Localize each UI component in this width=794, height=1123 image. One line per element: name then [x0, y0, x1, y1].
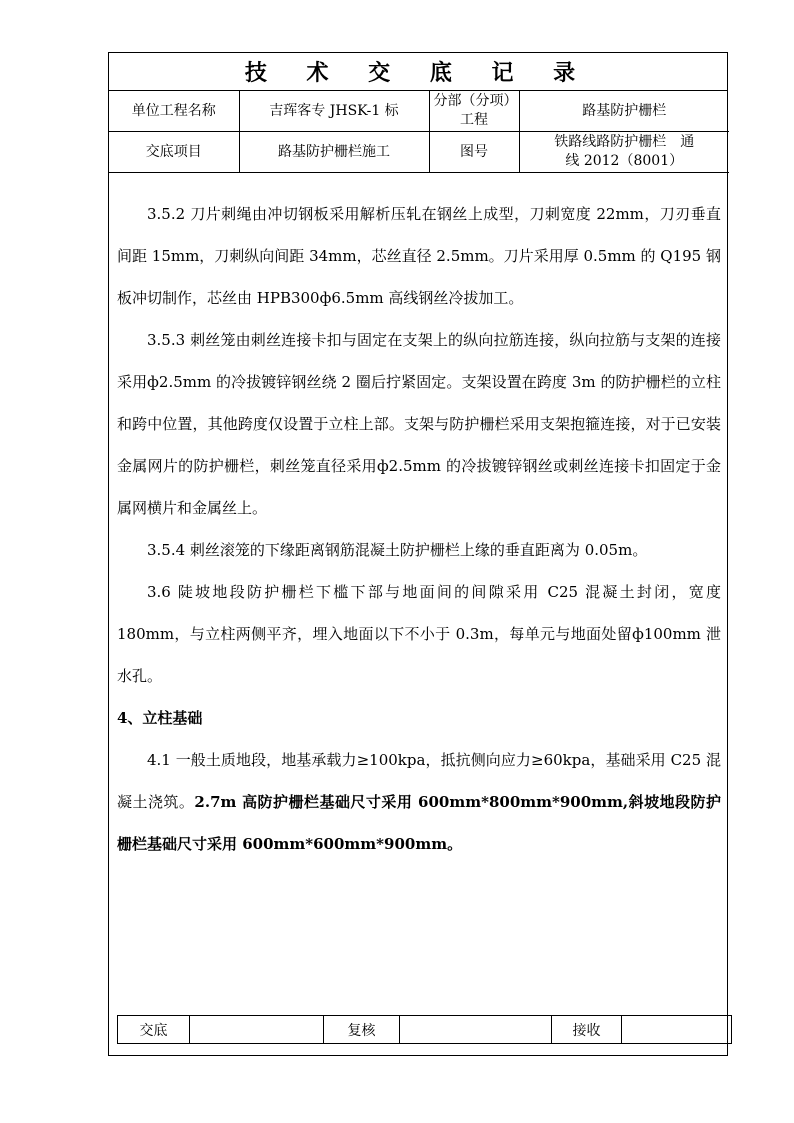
drawing-value-line2: 线 2012（8001）: [565, 153, 684, 169]
sign-fuhe-field[interactable]: [400, 1016, 552, 1044]
part-label-line2: 工程: [460, 112, 488, 128]
part-label-line1: 分部（分项）: [433, 93, 518, 109]
paragraph-3-5-4: 3.5.4 刺丝滚笼的下缘距离钢筋混凝土防护栅栏上缘的垂直距离为 0.05m。: [147, 541, 648, 559]
section-heading-4: 4、立柱基础: [117, 709, 203, 727]
paragraph-3-5-2: 3.5.2 刀片刺绳由冲切钢板采用解析压轧在钢丝上成型，刀刺宽度 22mm，刀刃垂直间距 15mm，刀刺纵向间距 34mm，芯丝直径 2.5mm。刀片采用厚 0.5mm 的 Q195 钢板冲切制作，芯丝由 HPB300ф6.5mm 高线钢丝冷拔加工。: [117, 205, 721, 307]
sign-jiaodi-label: 交底: [118, 1016, 190, 1044]
part-value: 路基防护栅栏: [519, 91, 729, 132]
drawing-value: [519, 132, 729, 173]
sign-fuhe-label: 复核: [324, 1016, 400, 1044]
unit-name-label: 单位工程名称: [109, 91, 239, 132]
paragraph-4-1-normal: 4.1 一般土质地段，地基承载力≥100kpa，抵抗侧向应力≥60kpa，基础采用 C25 混凝土浇筑。: [117, 751, 721, 811]
disclosure-content: [117, 193, 721, 865]
paragraph-4-1-bold: 2.7m 高防护栅栏基础尺寸采用 600mm*800mm*900mm,斜坡地段防护栅栏基础尺寸采用 600mm*600mm*900mm。: [117, 793, 721, 853]
drawing-value-line1: 铁路线路防护栅栏 通: [554, 134, 695, 150]
unit-name-value: 吉珲客专 JHSK-1 标: [239, 91, 429, 132]
sign-jiaodi-field[interactable]: [190, 1016, 324, 1044]
paragraph-3-6: 3.6 陡坡地段防护栅栏下槛下部与地面间的间隙采用 C25 混凝土封闭，宽度 180mm，与立柱两侧平齐，埋入地面以下不小于 0.3m，每单元与地面处留ф100mm 泄水孔。: [117, 583, 721, 685]
paragraph-3-5-3: 3.5.3 刺丝笼由刺丝连接卡扣与固定在支架上的纵向拉筋连接，纵向拉筋与支架的连接采用ф2.5mm 的冷拔镀锌钢丝绕 2 圈后拧紧固定。支架设置在跨度 3m 的防护栅栏的立柱和跨中位置，其他跨度仅设置于立柱上部。支架与防护栅栏采用支架抱箍连接，对于已安装金属网片的防护栅栏，刺丝笼直径采用ф2.5mm 的冷拔镀锌钢丝或刺丝连接卡扣固定于金属网横片和金属丝上。: [117, 331, 721, 517]
sign-jieshou-field[interactable]: [622, 1016, 732, 1044]
form-title: 技 术 交 底 记 录: [109, 53, 727, 91]
sign-jieshou-label: 接收: [552, 1016, 622, 1044]
header-table: [109, 91, 729, 173]
paragraph-4-1: [117, 739, 721, 865]
item-label: 交底项目: [109, 132, 239, 173]
signature-table: [117, 1015, 732, 1044]
item-value: 路基防护栅栏施工: [239, 132, 429, 173]
drawing-label: 图号: [429, 132, 519, 173]
part-label: [429, 91, 519, 132]
tech-disclosure-form: [108, 52, 728, 1056]
